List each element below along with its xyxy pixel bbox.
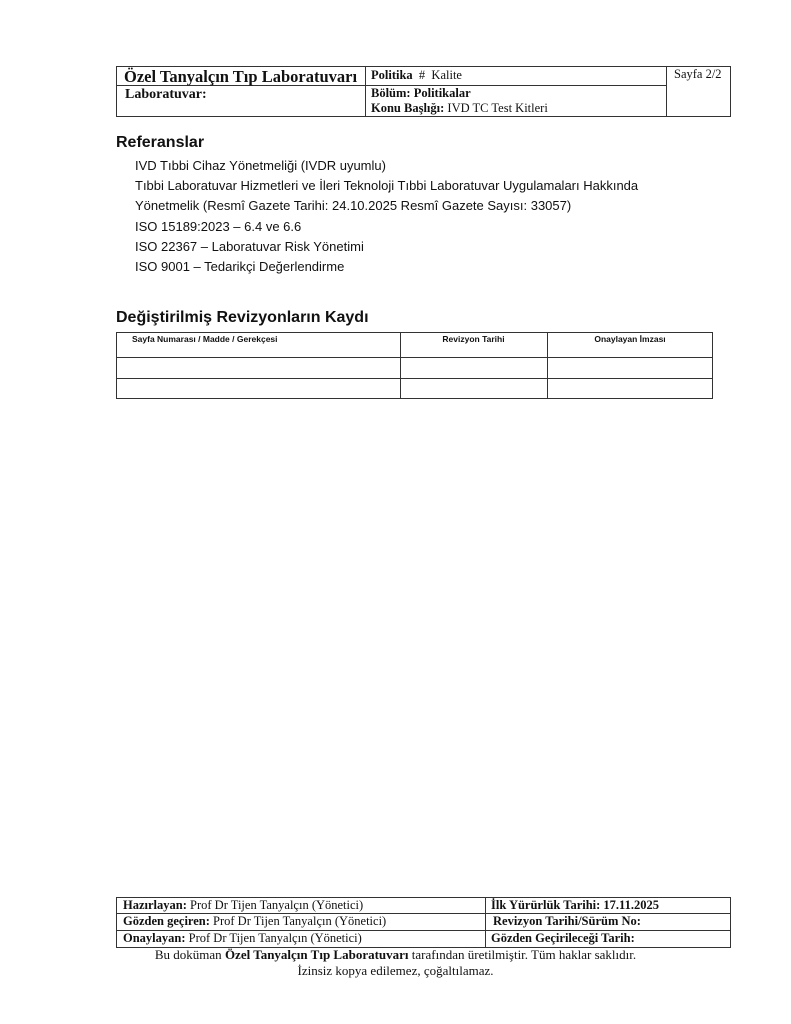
footer-divider [485,897,486,948]
prepared-by [123,898,363,913]
reference-item: Yönetmelik (Resmî Gazete Tarihi: 24.10.2025 Resmî Gazete Sayısı: 33057) [135,198,572,214]
policy-value: Kalite [431,68,462,82]
column-header: Revizyon Tarihi [442,334,505,344]
reference-item: Tıbbi Laboratuvar Hizmetleri ve İleri Teknoloji Tıbbi Laboratuvar Uygulamaları Hakkında [135,178,639,194]
page-number: Sayfa 2/2 [674,67,722,81]
revision-version: Revizyon Tarihi/Sürüm No: [493,914,641,928]
notice-prefix: Bu doküman [154,947,222,962]
policy-line [371,68,462,83]
approved-label: Onaylayan: [123,931,186,945]
policy-label: Politika [371,68,413,82]
references-list [135,156,638,277]
notice-suffix: tarafından üretilmiştir. Tüm haklar saklıdır. [411,947,637,962]
reference-item: ISO 22367 – Laboratuvar Risk Yönetimi [135,238,364,254]
row-divider [116,357,713,358]
reference-item: IVD Tıbbi Cihaz Yönetmeliği (IVDR uyumlu) [135,158,386,173]
header-divider [365,66,366,117]
effective-date: İlk Yürürlük Tarihi: 17.11.2025 [491,898,659,912]
section-label: Bölüm: Politikalar [371,86,471,100]
column-header: Onaylayan İmzası [594,334,666,344]
policy-hash: # [418,68,426,82]
revisions-title: Değiştirilmiş Revizyonların Kaydı [116,309,369,326]
reviewed-label: Gözden geçiren: [123,914,210,928]
references-title: Referanslar [116,134,205,151]
topic-line [371,101,548,116]
reference-item: ISO 15189:2023 – 6.4 ve 6.6 [135,218,302,234]
notice-lab-name: Özel Tanyalçın Tıp Laboratuvarı [224,947,409,962]
review-date: Gözden Geçirileceği Tarih: [491,931,635,945]
lab-label: Laboratuvar: [125,87,207,102]
reviewed-by [123,914,386,929]
prepared-label: Hazırlayan: [123,898,187,912]
approved-value: Prof Dr Tijen Tanyalçın (Yönetici) [188,931,362,945]
reviewed-value: Prof Dr Tijen Tanyalçın (Yönetici) [213,914,387,928]
prepared-value: Prof Dr Tijen Tanyalçın (Yönetici) [190,898,364,912]
reference-item: ISO 9001 – Tedarikçi Değerlendirme [135,259,345,275]
row-divider [116,378,713,379]
approved-by [123,931,362,946]
notice-line-1 [0,947,791,963]
copyright-notice [0,947,791,979]
topic-label: Konu Başlığı: [371,101,445,115]
column-header: Sayfa Numarası / Madde / Gerekçesi [132,334,278,344]
notice-line-2: İzinsiz kopya edilemez, çoğaltılamaz. [297,963,494,978]
header-divider [666,66,667,117]
lab-name: Özel Tanyalçın Tıp Laboratuvarı [124,67,358,86]
topic-value: IVD TC Test Kitleri [447,101,548,115]
